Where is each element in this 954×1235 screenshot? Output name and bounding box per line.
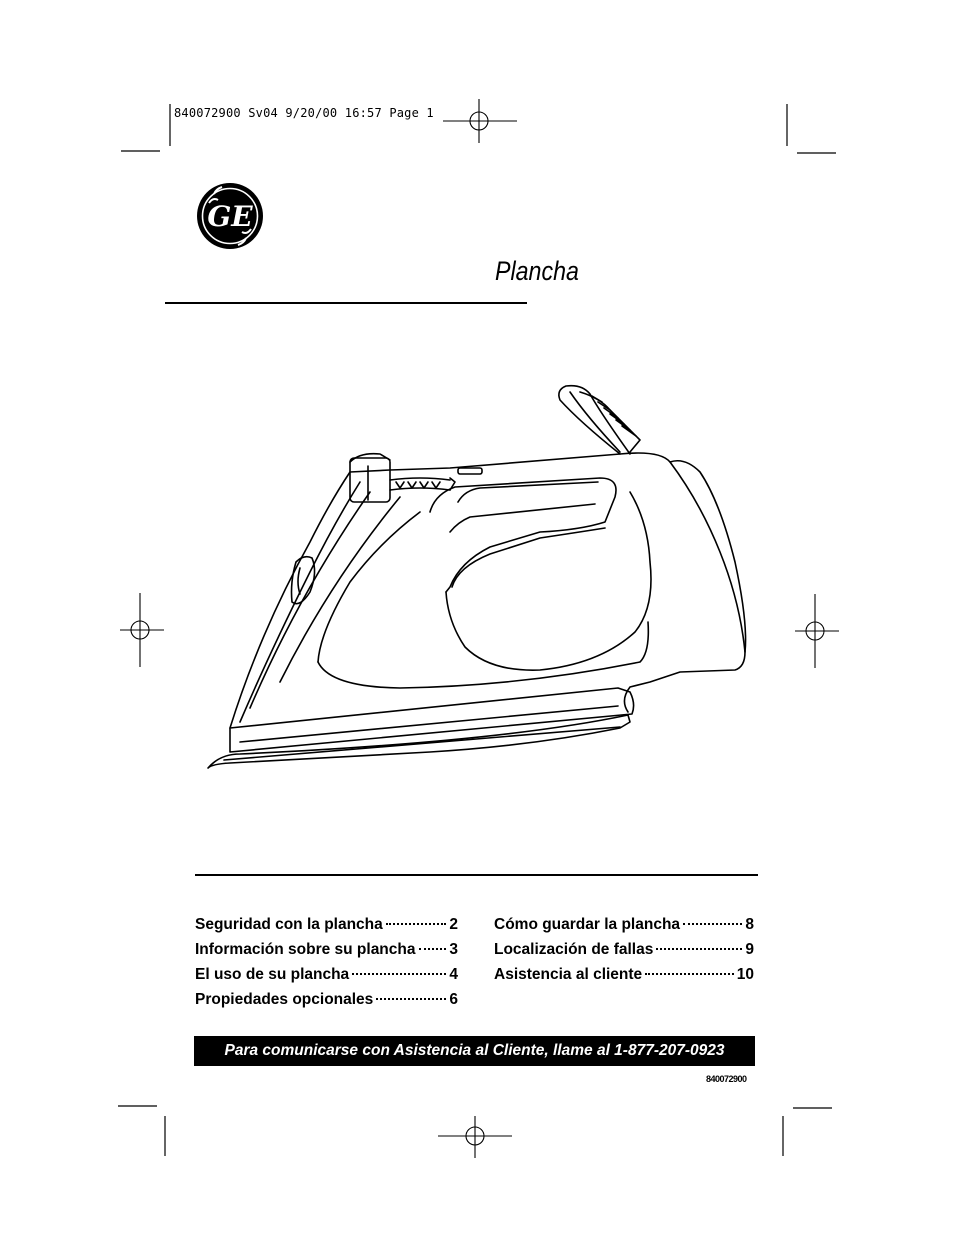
document-code: 840072900 — [706, 1074, 747, 1084]
toc-item[interactable]: Localización de fallas 9 — [494, 941, 754, 958]
toc-item[interactable]: El uso de su plancha 4 — [195, 966, 458, 983]
page-title: Plancha — [495, 256, 579, 286]
toc-item[interactable]: Información sobre su plancha 3 — [195, 941, 458, 958]
title-rule — [165, 302, 527, 304]
svg-text:GE: GE — [207, 200, 253, 233]
slug-line: 840072900 Sv04 9/20/00 16:57 Page 1 — [174, 106, 434, 120]
registration-mark-icon — [793, 592, 843, 672]
ge-logo — [195, 181, 265, 251]
registration-mark-icon — [118, 591, 168, 671]
registration-mark-icon — [435, 97, 525, 147]
toc-item[interactable]: Cómo guardar la plancha 8 — [494, 916, 754, 933]
customer-assistance-banner: Para comunicarse con Asistencia al Cliente, llame al 1-877-207-0923 — [194, 1036, 755, 1066]
toc-item[interactable]: Propiedades opcionales 6 — [195, 991, 458, 1008]
toc-item[interactable]: Seguridad con la plancha 2 — [195, 916, 458, 933]
toc-rule — [195, 874, 758, 876]
registration-mark-icon — [432, 1114, 522, 1164]
steam-iron-illustration — [200, 382, 760, 782]
toc-item[interactable]: Asistencia al cliente 10 — [494, 966, 754, 983]
